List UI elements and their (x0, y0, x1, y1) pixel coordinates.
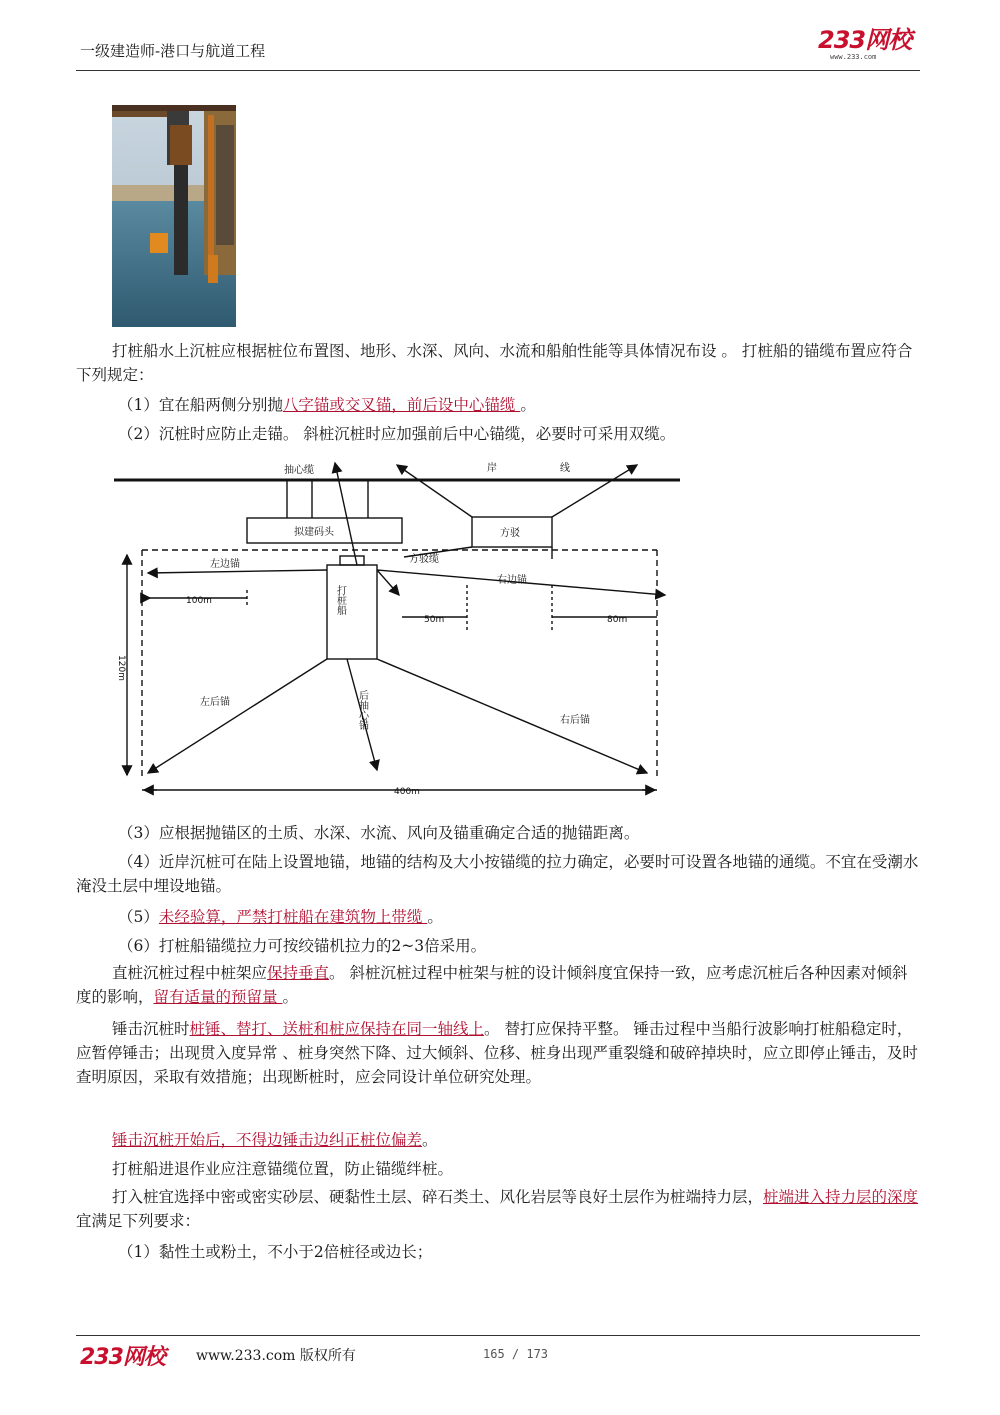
vertical-pile-suffix: 。 (282, 988, 298, 1006)
page-number: 165 / 173 (483, 1347, 549, 1361)
dist-50-label: 50m (424, 615, 445, 625)
rule-item-5-highlight: 未经验算，严禁打桩船在建筑物上带缆 (158, 908, 428, 926)
rule-item-2: （2）沉桩时应防止走锚。 斜桩沉桩时应加强前后中心锚缆，必要时可采用双缆。 (118, 425, 676, 443)
rule-item-1-prefix: （1）宜在船两侧分别抛 (118, 396, 283, 414)
anchor-position-paragraph: 打桩船进退作业应注意锚缆位置，防止锚缆绊桩。 (112, 1160, 454, 1178)
no-correction-highlight: 锤击沉桩开始后，不得边锤击边纠正桩位偏差 (112, 1131, 423, 1149)
left-anchor-label: 左边锚 (210, 559, 240, 570)
intro-paragraph: 打桩船水上沉桩应根据桩位布置图、地形、水深、风向、水流和船舶性能等具体情况布设 。 打桩船的锚缆布置应符合下列规定： (76, 342, 913, 384)
footer-copyright: www.233.com 版权所有 (196, 1348, 356, 1364)
no-correction-suffix: 。 (422, 1131, 438, 1149)
hammer-highlight: 桩锤、替打、送桩和桩应保持在同一轴线上 (189, 1020, 485, 1038)
vertical-pile-middle: 。 斜桩沉桩过程中桩架与桩的设计倾斜度宜保持一致，应考虑沉桩后各种因素对倾斜度的影响， (76, 964, 908, 1006)
barge-cable-label: 方驳缆 (409, 554, 439, 565)
hammer-prefix: 锤击沉桩时 (112, 1020, 190, 1038)
left-rear-anchor-label: 左后锚 (200, 697, 230, 708)
bearing-layer-paragraph (76, 1185, 920, 1233)
page-header-title: 一级建造师-港口与航道工程 (80, 42, 266, 60)
pile-driving-photo (112, 105, 236, 327)
bearing-layer-highlight: 桩端进入持力层的深度 (763, 1188, 919, 1206)
dist-120-label: 120m (116, 655, 126, 681)
wharf-label: 拟建码头 (294, 527, 334, 538)
rule-item-1-highlight: 八字锚或交叉锚，前后设中心锚缆 (282, 396, 521, 414)
hammer-paragraph (76, 1017, 920, 1089)
right-rear-anchor-label: 右后锚 (560, 715, 590, 726)
anchor-layout-diagram (112, 455, 682, 810)
right-anchor-label: 右边锚 (497, 575, 527, 586)
hammer-suffix: 。 替打应保持平整。 锤击过程中当船行波影响打桩船稳定时，应暂停锤击；出现贯入度异常 、桩身突然下降、过大倾斜、位移、桩身出现严重裂缝和破碎掉块时，应立即停止锤击，及时查明原因，采取有效措施；出现断桩时，应会同设计单位研究处理。 (76, 1020, 918, 1086)
shore-label-2: 线 (560, 463, 570, 474)
rule-item-6: （6）打桩船锚缆拉力可按绞锚机拉力的2~3倍采用。 (118, 937, 487, 955)
rule-item-1-suffix: 。 (520, 396, 536, 414)
rear-center-anchor-label: 后抽心锚 (356, 690, 368, 730)
rule-item-5-suffix: 。 (427, 908, 443, 926)
vertical-pile-prefix: 直桩沉桩过程中桩架应 (112, 964, 268, 982)
footer-logo: 233网校 (80, 1345, 165, 1370)
footer-divider (76, 1335, 920, 1336)
vertical-pile-paragraph (76, 961, 920, 1009)
bearing-layer-suffix: 宜满足下列要求： (76, 1212, 201, 1230)
rule-item-1 (76, 393, 920, 417)
no-correction-paragraph (76, 1128, 920, 1152)
logo-text: 233网校 (818, 26, 912, 54)
dist-400-label: 400m (394, 787, 420, 797)
rule-item-3: （3）应根据抛锚区的土质、水深、水流、风向及锚重确定合适的抛锚距离。 (118, 824, 640, 842)
vertical-pile-highlight-2: 留有适量的预留量 (153, 988, 283, 1006)
clay-requirement-item: （1）黏性土或粉土，不小于2倍桩径或边长； (118, 1243, 433, 1261)
shore-label-1: 岸 (487, 463, 497, 474)
dist-80-label: 80m (607, 615, 628, 625)
bearing-layer-prefix: 打入桩宜选择中密或密实砂层、硬黏性土层、碎石类土、风化岩层等良好土层作为桩端持力层， (112, 1188, 764, 1206)
dist-100-label: 100m (186, 596, 212, 606)
pile-ship-label: 打桩船 (334, 585, 346, 615)
logo-url: www.233.com (830, 53, 877, 61)
rule-item-4: （4）近岸沉桩可在陆上设置地锚，地锚的结构及大小按锚缆的拉力确定，必要时可设置各地锚的通缆。不宜在受潮水淹没土层中埋设地锚。 (76, 853, 919, 895)
rule-item-5 (76, 905, 920, 929)
vertical-pile-highlight-1: 保持垂直 (267, 964, 330, 982)
brand-logo (818, 28, 918, 64)
rule-item-5-prefix: （5） (118, 908, 159, 926)
header-divider (76, 70, 920, 71)
barge-label: 方驳 (500, 528, 520, 539)
cable-label: 抽心缆 (284, 465, 314, 476)
